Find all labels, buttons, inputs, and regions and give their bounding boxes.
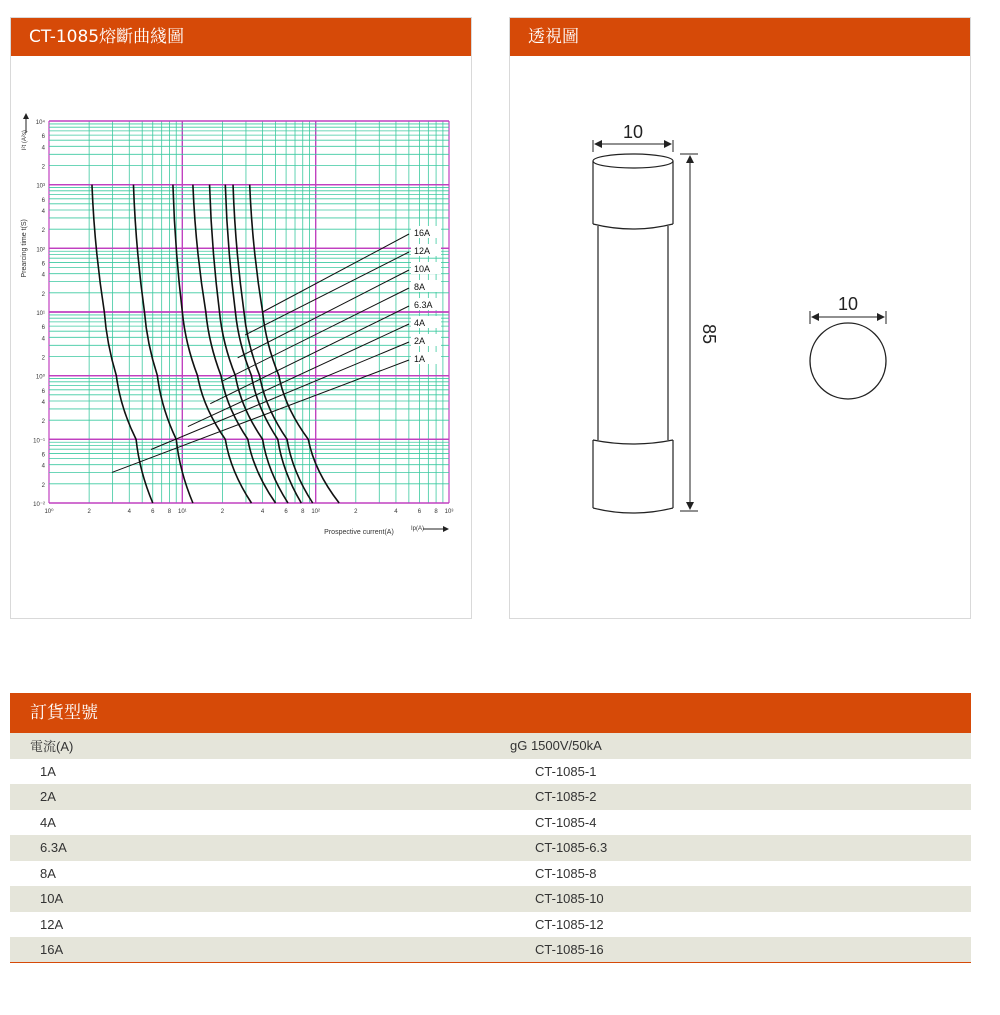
x-tick-label: 2	[87, 509, 91, 515]
y-tick-label: 4	[41, 272, 45, 279]
fuse-curve-chart	[11, 56, 471, 618]
curve-1A	[92, 185, 153, 503]
x-tick-label: 2	[354, 509, 358, 515]
y-tick-label: 10⁴	[35, 120, 45, 126]
y-tick-label: 10⁻¹	[33, 438, 45, 445]
table-row	[10, 759, 971, 785]
row-model: CT-1085-4	[535, 814, 597, 830]
x-tick-label: 4	[394, 509, 398, 515]
table-row	[10, 886, 971, 912]
y-tick-label: 6	[41, 197, 45, 204]
x-tick-label: 6	[417, 509, 422, 515]
row-model: CT-1085-2	[535, 789, 597, 805]
x-tick-label: 8	[434, 509, 438, 515]
view-panel-title: 透視圖	[510, 18, 970, 56]
row-current: 4A	[40, 814, 56, 830]
row-model: CT-1085-8	[535, 865, 597, 881]
y-tick-label: 10³	[36, 183, 45, 190]
curve-12A	[233, 185, 313, 503]
fuse-drawing	[510, 56, 970, 618]
table-row	[10, 835, 971, 861]
x-tick-label: 10¹	[177, 509, 187, 515]
y-tick-label: 2	[41, 291, 45, 298]
table-header-row	[10, 733, 971, 759]
row-current: 6.3A	[40, 840, 67, 856]
dim-diameter-side: 10	[622, 122, 644, 142]
table-row	[10, 784, 971, 810]
y-tick-label: 6	[41, 452, 45, 459]
x-tick-label: 4	[127, 509, 131, 515]
leader-line	[151, 342, 409, 450]
y-axis-arrowhead	[23, 113, 29, 119]
y-tick-label: 2	[41, 164, 45, 171]
y-tick-label: 10²	[36, 247, 45, 254]
x-axis-label: Prospective current(A)	[324, 529, 394, 536]
y-axis-label: Prearcing time t(S)	[21, 219, 28, 278]
dimension-length	[680, 154, 698, 511]
dim-length: 85	[699, 323, 719, 345]
y-tick-label: 4	[41, 400, 45, 407]
curve-label: 8A	[414, 282, 426, 292]
header-model: gG 1500V/50kA	[510, 738, 602, 754]
x-axis-arrowhead	[443, 526, 449, 532]
curve-panel-title: CT-1085熔斷曲綫圖	[11, 18, 471, 56]
row-model: CT-1085-6.3	[535, 840, 608, 856]
order-title: 訂貨型號	[10, 693, 971, 733]
row-current: 8A	[40, 865, 56, 881]
y-tick-label: 6	[41, 261, 45, 268]
row-current: 1A	[40, 763, 56, 779]
perspective-view-panel	[509, 17, 971, 619]
order-table	[10, 733, 971, 963]
row-current: 12A	[40, 916, 64, 932]
fuse-end-circle	[810, 323, 886, 399]
table-row	[10, 937, 971, 963]
x-tick-label: 8	[167, 509, 172, 515]
table-row	[10, 861, 971, 887]
x-tick-label: 10³	[444, 509, 454, 515]
x-axis-sublabel: Ip(A)	[411, 526, 425, 532]
row-current: 2A	[40, 789, 56, 805]
fuse-cylinder	[593, 154, 673, 513]
y-tick-label: 2	[41, 228, 45, 235]
leader-line	[263, 234, 409, 312]
y-tick-label: 6	[41, 325, 45, 332]
leader-line	[245, 252, 409, 335]
y-tick-label: 6	[41, 134, 45, 141]
y-axis-sublabel: I²t (A²s)	[22, 130, 28, 151]
curve-label: 4A	[414, 318, 426, 328]
row-model: CT-1085-10	[535, 891, 604, 907]
y-tick-label: 4	[41, 145, 45, 152]
x-tick-label: 8	[301, 509, 305, 515]
order-model-section	[10, 693, 971, 963]
y-tick-label: 10⁻²	[33, 502, 45, 508]
curve-6-3A	[193, 185, 276, 503]
table-row	[10, 912, 971, 938]
header-current: 電流(A)	[30, 739, 74, 755]
curve-label: 1A	[414, 354, 426, 364]
y-tick-label: 2	[41, 482, 45, 489]
y-tick-label: 10⁰	[35, 374, 45, 381]
x-tick-label: 4	[260, 509, 265, 515]
y-tick-label: 4	[41, 336, 45, 343]
curve-label: 6.3A	[414, 300, 433, 310]
y-tick-label: 4	[41, 209, 45, 216]
curve-label: 10A	[414, 264, 431, 274]
row-model: CT-1085-1	[535, 763, 597, 779]
y-tick-label: 10¹	[36, 311, 45, 317]
dim-diameter-end: 10	[837, 294, 859, 314]
table-row	[10, 810, 971, 836]
x-tick-label: 10⁰	[44, 509, 54, 515]
row-model: CT-1085-12	[535, 916, 604, 932]
row-current: 10A	[40, 891, 64, 907]
curve-label: 2A	[414, 336, 426, 346]
curve-label: 12A	[414, 246, 431, 256]
curve-16A	[250, 185, 339, 503]
y-tick-label: 2	[41, 419, 45, 426]
row-current: 16A	[40, 942, 64, 957]
x-tick-label: 6	[284, 509, 288, 515]
row-model: CT-1085-16	[535, 942, 604, 957]
y-tick-label: 4	[41, 463, 45, 470]
curve-label: 16A	[414, 228, 431, 238]
x-tick-label: 2	[220, 509, 225, 515]
y-tick-label: 6	[41, 388, 45, 395]
y-tick-label: 2	[41, 355, 45, 362]
fuse-curve-panel	[10, 17, 472, 619]
x-tick-label: 6	[151, 509, 155, 515]
x-tick-label: 10²	[311, 509, 321, 515]
